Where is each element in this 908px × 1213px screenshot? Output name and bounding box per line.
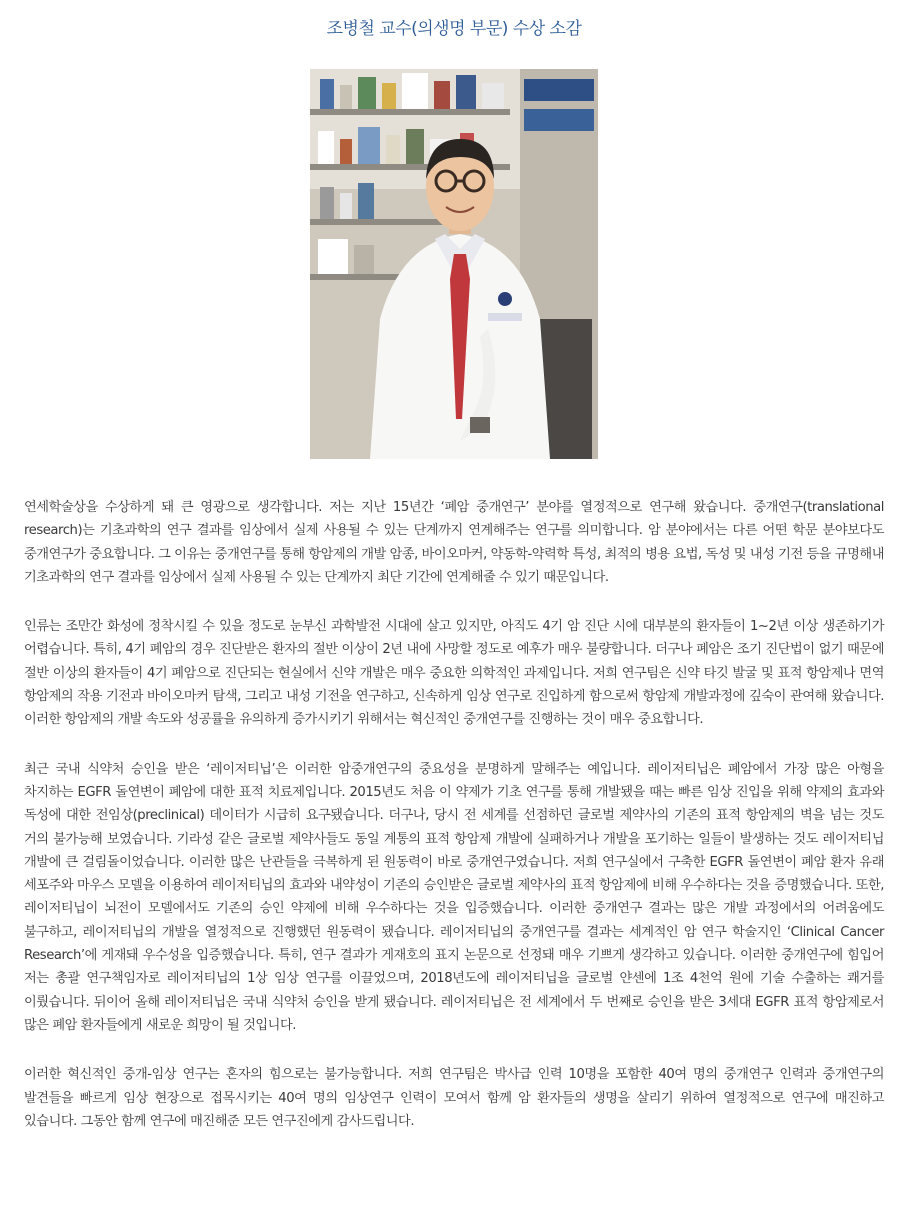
article-body [24, 496, 884, 1159]
page-title: 조병철 교수(의생명 부문) 수상 소감 [326, 19, 582, 39]
paragraph-intro: 연세학술상을 수상하게 돼 큰 영광으로 생각합니다. 저는 지난 15년간 ‘폐암 중개연구’ 분야를 열정적으로 연구해 왔습니다. 중개연구(translational research)는 기초과학의 연구 결과를 임상에서 실제 사용될 수 있는 단계까지 연계해주는 연구를 의미합니다. 암 분야에서는 다른 어떤 학문 분야보다도 중개연구가 중요합니다. 그 이유는 중개연구를 통해 항암제의 개발 암종, 바이오마커, 약동학-약력학 특성, 최적의 병용 요법, 독성 및 내성 기전 등을 규명해내 기초과학의 연구 결과를 임상에서 실제 사용될 수 있는 단계까지 최단 기간에 연계해줄 수 있기 때문입니다. [24, 500, 884, 585]
paragraph-thanks: 이러한 혁신적인 중개-임상 연구는 혼자의 힘으로는 불가능합니다. 저희 연구팀은 박사급 인력 10명을 포함한 40여 명의 중개연구 인력과 중개연구의 발견들을 빠르게 임상 현장으로 접목시키는 40여 명의 임상연구 인력이 모여서 함께 암 환자들의 생명을 살리기 위하여 열정적으로 연구에 매진하고 있습니다. 그동안 함께 연구에 매진해준 모든 연구진에게 감사드립니다. [24, 1067, 884, 1129]
paragraph-lung-cancer: 인류는 조만간 화성에 정착시킬 수 있을 정도로 눈부신 과학발전 시대에 살고 있지만, 아직도 4기 암 진단 시에 대부분의 환자들이 1~2년 이상 생존하기가 어렵습니다. 특히, 4기 폐암의 경우 진단받은 환자의 절반 이상이 2년 내에 사망할 정도로 예후가 매우 불량합니다. 더구나 폐암은 조기 진단법이 없기 때문에 절반 이상의 환자들이 4기 폐암으로 진단되는 현실에서 신약 개발은 매우 중요한 의학적인 과제입니다. 저희 연구팀은 신약 타깃 발굴 및 표적 항암제나 면역 항암제의 작용 기전과 바이오마커 탐색, 그리고 내성 기전을 연구하고, 신속하게 임상 연구로 진입하게 함으로써 항암제 개발과정에 깊숙이 관여해 왔습니다. 이러한 항암제의 개발 속도와 성공률을 유의하게 증가시키기 위해서는 혁신적인 중개연구를 진행하는 것이 매우 중요합니다. [24, 619, 884, 728]
portrait-photo [310, 69, 598, 459]
paragraph-lazertinib: 최근 국내 식약처 승인을 받은 ‘레이저티닙’은 이러한 암중개연구의 중요성을 분명하게 말해주는 예입니다. 레이저티닙은 폐암에서 가장 많은 아형을 차지하는 EGFR 돌연변이 폐암에 대한 표적 치료제입니다. 2015년도 처음 이 약제가 기초 연구를 통해 개발됐을 때는 빠른 임상 진입을 위해 약제의 효과와 독성에 대한 전임상(preclinical) 데이터가 시급히 요구됐습니다. 더구나, 당시 전 세계를 선점하던 글로벌 제약사의 기존의 표적 항암제의 벽을 넘는 것도 거의 불가능해 보였습니다. 기라성 같은 글로벌 제약사들도 동일 계통의 표적 항암제 개발에 실패하거나 개발을 포기하는 일들이 발생하는 것도 레이저티닙 개발에 큰 걸림돌이었습니다. 이러한 많은 난관들을 극복하게 된 원동력이 바로 중개연구였습니다. 저희 연구실에서 구축한 EGFR 돌연변이 폐암 환자 유래 세포주와 마우스 모델을 이용하여 레이저티닙의 효과와 내약성이 기존의 승인받은 글로벌 제약사의 표적 항암제에 비해 우수하다는 것을 증명했습니다. 또한, 레이저티닙이 뇌전이 모델에서도 기존의 승인 약제에 비해 우수하다는 것을 입증했습니다. 이러한 중개연구 결과는 많은 개발 과정에서의 어려움에도 불구하고, 레이저티닙의 개발을 열정적으로 진행했던 원동력이 됐습니다. 레이저티닙의 중개연구를 결과는 세계적인 암 연구 학술지인 ‘Clinical Cancer Research’에 게재돼 우수성을 입증했습니다. 특히, 연구 결과가 게재호의 표지 논문으로 선정돼 매우 기쁘게 생각하고 있습니다. 이러한 중개연구에 힘입어 저는 총괄 연구책임자로 레이저티닙의 1상 임상 연구를 이끌었으며, 2018년도에 레이저티닙을 글로벌 얀센에 1조 4천억 원에 기술 수출하는 쾌거를 이뤘습니다. 뒤이어 올해 레이저티닙은 국내 식약처 승인을 받게 됐습니다. 레이저티닙은 전 세계에서 두 번째로 승인을 받은 3세대 EGFR 표적 항암제로서 많은 폐암 환자들에게 새로운 희망이 될 것입니다. [24, 761, 884, 1033]
